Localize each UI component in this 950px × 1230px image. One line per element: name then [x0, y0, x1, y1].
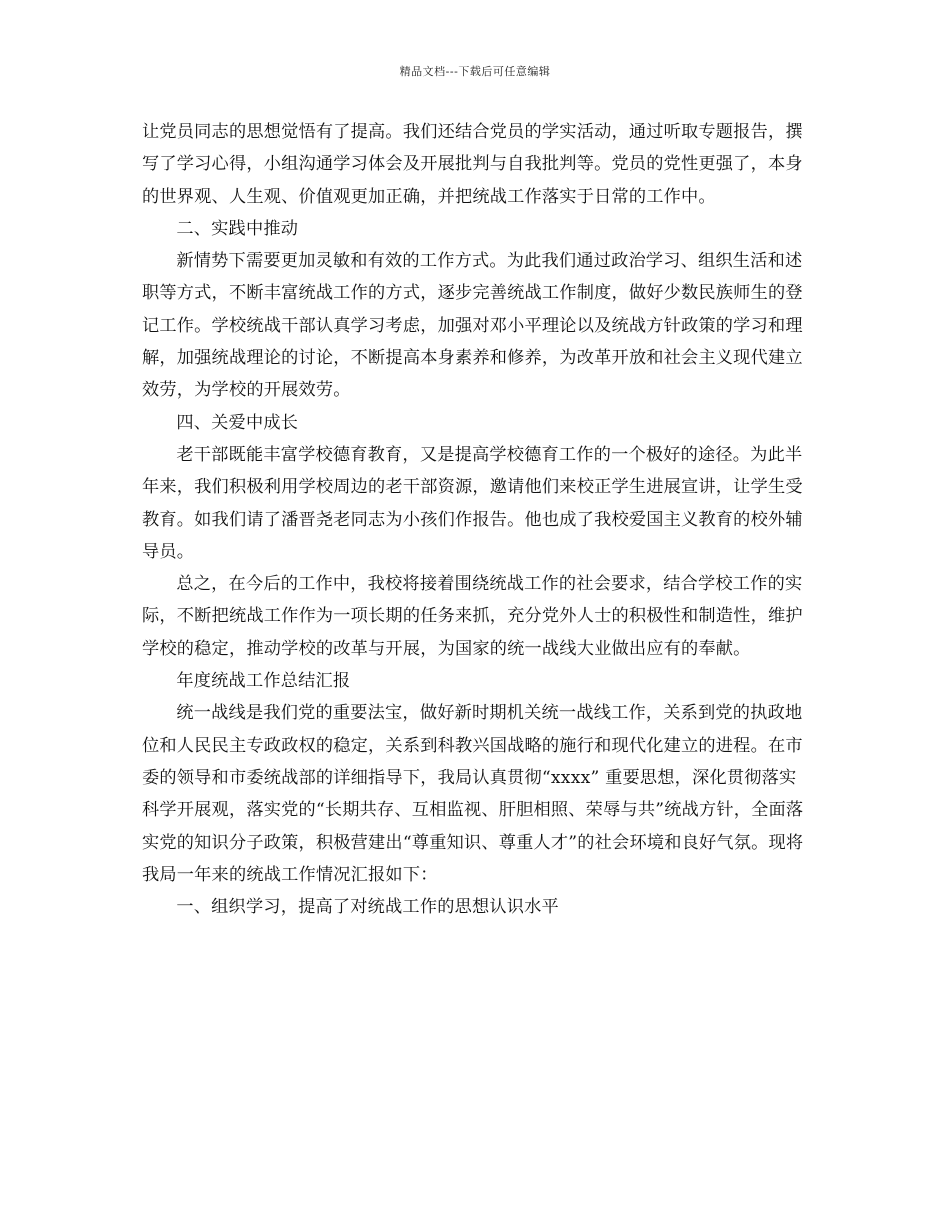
- paragraph: 统一战线是我们党的重要法宝，做好新时期机关统一战线工作，关系到党的执政地位和人民民主专政政权的稳定，关系到科教兴国战略的施行和现代化建立的进程。在市委的领导和市委统战部的详细指导下，我局认真贯彻“xxxx” 重要思想，深化贯彻落实科学开展观，落实党的“长期共存、互相监视、肝胆相照、荣辱与共”统战方针，全面落实党的知识分子政策，积极营建出“尊重知识、尊重人才”的社会环境和良好气氛。现将我局一年来的统战工作情况汇报如下：: [142, 703, 804, 885]
- section-heading: 四、关爱中成长: [176, 412, 299, 433]
- document-body: [142, 116, 808, 923]
- page-header: 精品文档---下载后可任意编辑: [399, 65, 551, 78]
- paragraph-continuation: 让党员同志的思想觉悟有了提高。我们还结合党员的学实活动，通过听取专题报告，撰写了学习心得，小组沟通学习体会及开展批判与自我批判等。党员的党性更强了，本身的世界观、人生观、价值观更加正确，并把统战工作落实于日常的工作中。: [142, 122, 803, 207]
- paragraph: 老干部既能丰富学校德育教育，又是提高学校德育工作的一个极好的途径。为此半年来，我们积极利用学校周边的老干部资源，邀请他们来校正学生进展宣讲，让学生受教育。如我们请了潘晋尧老同志为小孩们作报告。他也成了我校爱国主义教育的校外辅导员。: [142, 444, 803, 562]
- paragraph: 新情势下需要更加灵敏和有效的工作方式。为此我们通过政治学习、组织生活和述职等方式，不断丰富统战工作的方式，逐步完善统战工作制度，做好少数民族师生的登记工作。学校统战干部认真学习考虑，加强对邓小平理论以及统战方针政策的学习和理解，加强统战理论的讨论，不断提高本身素养和修养，为改革开放和社会主义现代建立效劳，为学校的开展效劳。: [142, 251, 803, 401]
- document-title: 年度统战工作总结汇报: [176, 671, 351, 692]
- section-heading: 二、实践中推动: [176, 218, 299, 239]
- paragraph: 总之，在今后的工作中，我校将接着围绕统战工作的社会要求，结合学校工作的实际，不断把统战工作作为一项长期的任务来抓，充分党外人士的积极性和制造性，维护学校的稳定，推动学校的改革与开展，为国家的统一战线大业做出应有的奉献。: [142, 574, 803, 659]
- section-heading: 一、组织学习，提高了对统战工作的思想认识水平: [176, 897, 559, 918]
